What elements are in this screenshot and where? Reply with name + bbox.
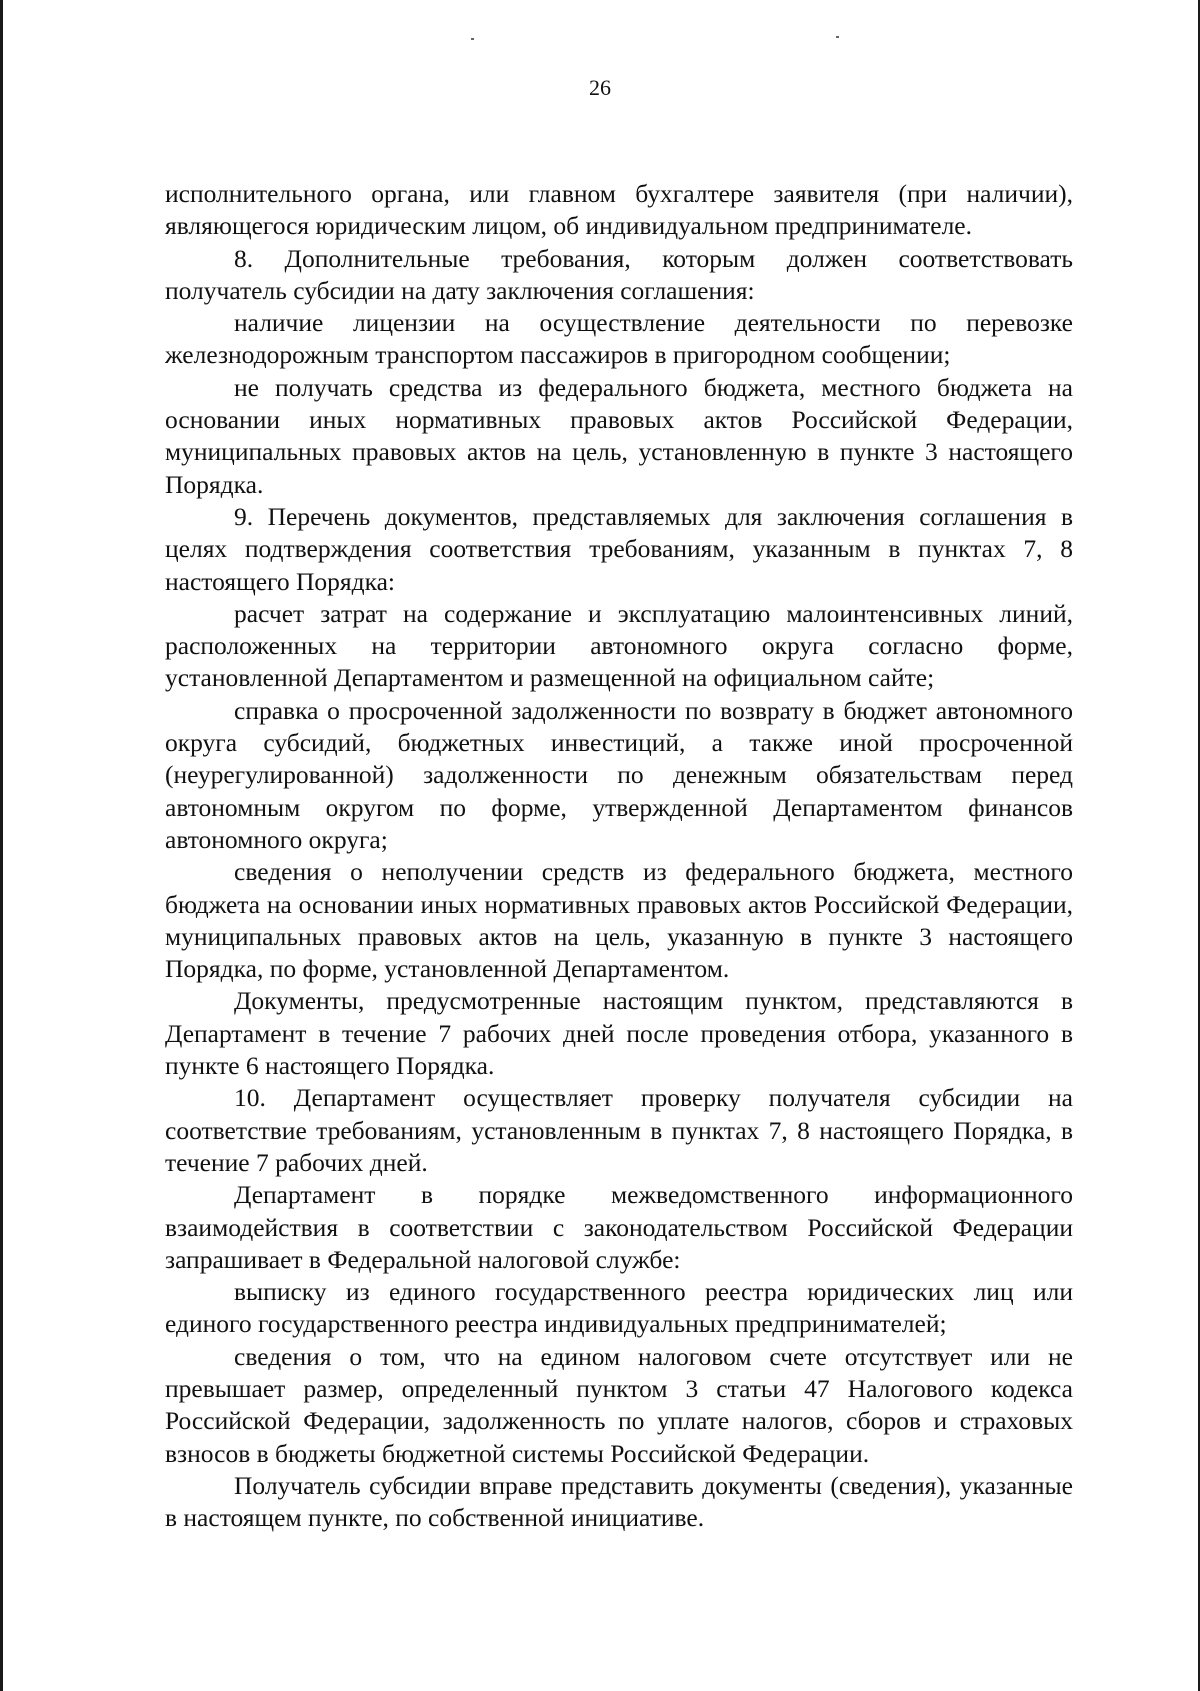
paragraph-tax-account-info: сведения о том, что на едином налоговом счете отсутствует или не превышает размер, определенный пунктом 3 статьи 47 Налогового кодекса Российской Федерации, задолженность по уплате налогов, сборов и страховых взносов в бюджеты бюджетной системы Российской Федерации. [165, 1341, 1073, 1468]
paragraph-debt-certificate: справка о просроченной задолженности по возврату в бюджет автономного округа субсидий, бюджетных инвестиций, а также иной просроченной (неурегулированной) задолженности по денежным обязательствам перед автономным округом по форме, утвержденной Департаментом финансов автономного округа; [165, 695, 1073, 854]
paragraph-item-8: 8. Дополнительные требования, которым должен соответствовать получатель субсидии на дату заключения соглашения: [165, 243, 1073, 305]
scan-speck [836, 36, 839, 38]
paragraph-documents-deadline: Документы, предусмотренные настоящим пунктом, представляются в Департамент в течение 7 рабочих дней после проведения отбора, указанного в пункте 6 настоящего Порядка. [165, 986, 1073, 1081]
paragraph-cost-calculation: расчет затрат на содержание и эксплуатацию малоинтенсивных линий, расположенных на территории автономного округа согласно форме, установленной Департаментом и размещенной на официальном сайте; [165, 598, 1073, 693]
paragraph-no-funds: не получать средства из федерального бюджета, местного бюджета на основании иных нормативных правовых актов Российской Федерации, муниципальных правовых актов на цель, установленную в пункте 3 настоящего Порядка. [165, 372, 1073, 499]
paragraph-non-receipt-info: сведения о неполучении средств из федерального бюджета, местного бюджета на основании иных нормативных правовых актов Российской Федерации, муниципальных правовых актов на цель, указанную в пункте 3 настоящего Порядка, по форме, установленной Департаментом. [165, 857, 1073, 984]
paragraph-license: наличие лицензии на осуществление деятельности по перевозке железнодорожным транспортом пассажиров в пригородном сообщении; [165, 308, 1073, 370]
scan-border-left [0, 0, 3, 1691]
scan-speck [471, 38, 474, 40]
paragraph-interagency-request: Департамент в порядке межведомственного информационного взаимодействия в соответствии с законодательством Российской Федерации запрашивает в Федеральной налоговой службе: [165, 1180, 1073, 1274]
paragraph-continuation: исполнительного органа, или главном бухгалтере заявителя (при наличии), являющегося юридическим лицом, об индивидуальном предпринимателе. [165, 179, 1073, 241]
paragraph-item-9: 9. Перечень документов, представляемых для заключения соглашения в целях подтверждения соответствия требованиям, указанным в пунктах 7, 8 настоящего Порядка: [165, 501, 1073, 596]
document-body [165, 178, 1073, 1534]
paragraph-own-initiative: Получатель субсидии вправе представить документы (сведения), указанные в настоящем пункте, по собственной инициативе. [165, 1470, 1073, 1533]
paragraph-registry-extract: выписку из единого государственного реестра юридических лиц или единого государственного реестра индивидуальных предпринимателей; [165, 1277, 1073, 1339]
page-number: 26 [589, 75, 611, 100]
paragraph-item-10: 10. Департамент осуществляет проверку получателя субсидии на соответствие требованиям, установленным в пунктах 7, 8 настоящего Порядка, в течение 7 рабочих дней. [165, 1083, 1073, 1177]
